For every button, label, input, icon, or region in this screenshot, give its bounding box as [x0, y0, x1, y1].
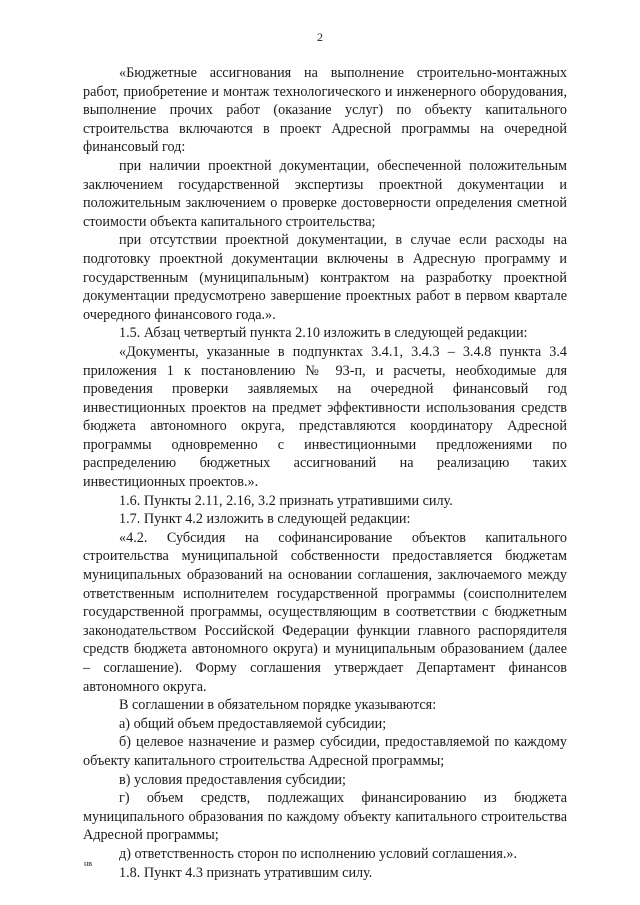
paragraph-item-4-2: «4.2. Субсидия на софинансирование объектов капитального строительства муниципальной собственности предоставляется бюджетам муниципальных образований на основании соглашения, заключаемого между ответственным исполнителем государственной программы (соисполнителем государственной программы, осуществляющим в соответствии с бюджетным законодательством Российской Федерации функции главного распорядителя средств бюджета автономного округа) и муниципальным образованием (далее – соглашение). Форму соглашения утверждает Департамент финансов автономного округа. [83, 529, 567, 695]
list-item-d: д) ответственность сторон по исполнению условий соглашения.». [119, 845, 518, 862]
list-item-v: в) условия предоставления субсидии; [119, 771, 346, 788]
paragraph-with-design-docs: при наличии проектной документации, обеспеченной положительным заключением государственной экспертизы проектной документации и положительным заключением о проверке достоверности определения сметной стоимости объекта капитального строительства; [83, 157, 567, 230]
list-item-b: б) целевое назначение и размер субсидии, предоставляемой по каждому объекту капитального строительства Адресной программы; [83, 734, 567, 769]
paragraph-item-1-6: 1.6. Пункты 2.11, 2.16, 3.2 признать утратившими силу. [119, 492, 453, 509]
page-number: 2 [317, 30, 323, 44]
document-body [83, 64, 567, 882]
list-item-a: а) общий объем предоставляемой субсидии; [119, 715, 387, 732]
paragraph-without-design-docs: при отсутствии проектной документации, в случае если расходы на подготовку проектной документации включены в Адресную программу и государственным (муниципальным) контрактом на разработку проектной документации предусмотрено завершение проектных работ в первом квартале очередного финансового года.». [83, 232, 567, 323]
footer-initials: нв [84, 859, 93, 868]
list-item-g: г) объем средств, подлежащих финансированию из бюджета муниципального образования по каждому объекту капитального строительства Адресной программы; [83, 790, 567, 844]
paragraph-item-1-5: 1.5. Абзац четвертый пункта 2.10 изложить в следующей редакции: [119, 325, 528, 342]
paragraph-agreement-intro: В соглашении в обязательном порядке указываются: [119, 697, 437, 714]
paragraph-item-1-7: 1.7. Пункт 4.2 изложить в следующей редакции: [119, 511, 411, 528]
paragraph-documents: «Документы, указанные в подпунктах 3.4.1, 3.4.3 – 3.4.8 пункта 3.4 приложения 1 к постановлению № 93-п, и расчеты, необходимые для проведения проверки заявляемых на очередной финансовый год инвестиционных проектов на предмет эффективности использования средств бюджета автономного округа, представляются координатору Адресной программы одновременно с инвестиционными предложениями по распределению бюджетных ассигнований на реализацию таких инвестиционных проектов.». [83, 343, 567, 491]
paragraph-budget-allocations: «Бюджетные ассигнования на выполнение строительно-монтажных работ, приобретение и монтаж технологического и инженерного оборудования, выполнение прочих работ (оказание услуг) по объекту капитального строительства включаются в проект Адресной программы на очередной финансовый год: [83, 65, 567, 156]
paragraph-item-1-8: 1.8. Пункт 4.3 признать утратившим силу. [119, 864, 373, 881]
